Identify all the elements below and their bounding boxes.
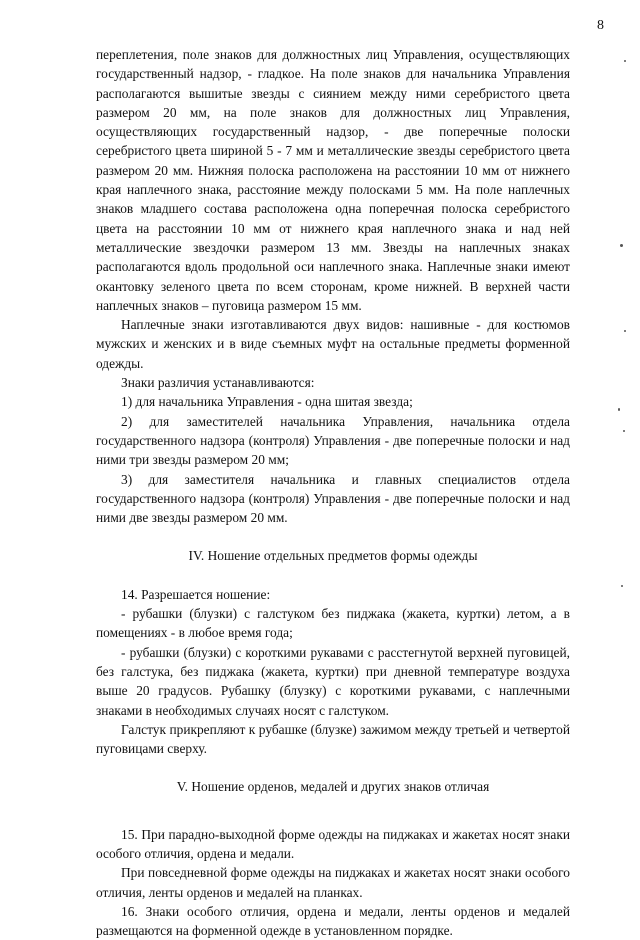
list-item-1: 1) для начальника Управления - одна шитая звезда; bbox=[121, 394, 413, 410]
page-number: 8 bbox=[597, 18, 604, 33]
section-5-heading: V. Ношение орденов, медалей и других знаков отличая bbox=[176, 779, 490, 795]
list-item-3: 3) для заместителя начальника и главных специалистов отдела государственного надзора (контроля) Управления - две поперечные полоски и над ними две звезды размером 20 мм. bbox=[96, 471, 570, 526]
paragraph-14-item-2: - рубашки (блузки) с короткими рукавами с расстегнутой верхней пуговицей, без галстука, без пиджака (жакета, куртки) при дневной температуре воздуха выше 20 градусов. Рубашку (блузку) с короткими рукавами, с наплечными знаками в необходимых случаях носят с галстуком. bbox=[96, 644, 570, 718]
paragraph-14-item-1: - рубашки (блузки) с галстуком без пиджака (жакета, куртки) летом, а в помещениях - в любое время года; bbox=[96, 606, 570, 641]
paragraph-insignia-intro: Знаки различия устанавливаются: bbox=[121, 375, 315, 391]
paragraph-15-casual: При повседневной форме одежды на пиджаках и жакетах носят знаки особого отличия, ленты орденов и медалей на планках. bbox=[96, 865, 570, 900]
paragraph-16: 16. Знаки особого отличия, ордена и медали, ленты орденов и медалей размещаются на форменной одежде в установленном порядке. bbox=[96, 903, 570, 939]
paragraph-14: 14. Разрешается ношение: bbox=[121, 586, 271, 602]
list-item-2: 2) для заместителей начальника Управления, начальника отдела государственного надзора (контроля) Управления - две поперечные полоски и над ними три звезды размером 20 мм; bbox=[96, 413, 570, 468]
scan-speck bbox=[623, 430, 625, 432]
paragraph-shoulder-boards-description: переплетения, поле знаков для должностных лиц Управления, осуществляющих государственный надзор, - гладкое. На поле знаков для начальника Управления располагаются вышитые звезды с сиянием между ними серебристого цвета размером 20 мм, на поле знаков для должностных лиц Управления, осуществляющих государственный надзор, - две поперечные полоски серебристого цвета шириной 5 - 7 мм и металлические звезды серебристого цвета размером 20 мм. Нижняя полоска расположена на расстоянии 10 мм от нижнего края наплечного знака, расстояние между полосками 5 мм. На поле наплечных знаков младшего состава расположена одна поперечная полоска серебристого цвета на расстоянии 10 мм от нижнего края наплечного знака и над ней металлические звездочки размером 13 мм. Звезды на наплечных знаках располагаются вдоль продольной оси наплечного знака. Наплечные знаки имеют окантовку зеленого цвета по всем сторонам, кроме нижней. В верхней части наплечных знаков – пуговица размером 15 мм. bbox=[96, 47, 570, 313]
scan-speck bbox=[618, 408, 620, 411]
scan-speck bbox=[620, 244, 623, 247]
paragraph-tie-clip: Галстук прикрепляют к рубашке (блузке) зажимом между третьей и четвертой пуговицами сверху. bbox=[96, 721, 570, 757]
document-body bbox=[96, 45, 570, 940]
scan-speck bbox=[624, 60, 626, 62]
scan-speck bbox=[624, 330, 626, 332]
section-4-heading: IV. Ношение отдельных предметов формы одежды bbox=[188, 548, 478, 564]
scan-speck bbox=[621, 585, 623, 587]
paragraph-15: 15. При парадно-выходной форме одежды на пиджаках и жакетах носят знаки особого отличия, ордена и медали. bbox=[96, 826, 570, 861]
paragraph-shoulder-boards-types: Наплечные знаки изготавливаются двух видов: нашивные - для костюмов мужских и женских и в виде съемных муфт на остальные предметы форменной одежды. bbox=[96, 317, 570, 371]
